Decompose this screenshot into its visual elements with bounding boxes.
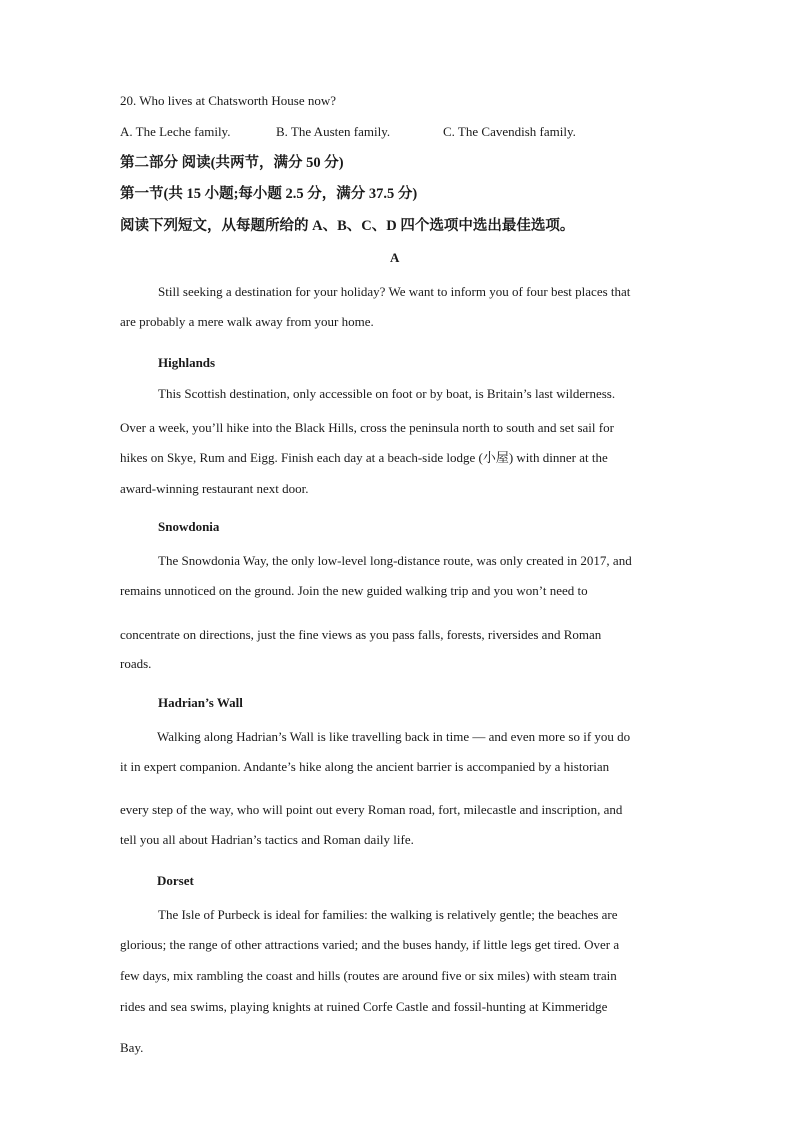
snowdonia-line-1: The Snowdonia Way, the only low-level long-distance route, was only created in 2017, and: [158, 553, 632, 568]
dorset-line-1: The Isle of Purbeck is ideal for families: the walking is relatively gentle; the beaches are: [158, 907, 618, 922]
dorset-line-2: glorious; the range of other attractions varied; and the buses handy, if little legs get tired. Over a: [120, 937, 620, 952]
option-c: C. The Cavendish family.: [443, 124, 576, 139]
intro-line-1: Still seeking a destination for your holiday? We want to inform you of four best places that: [158, 284, 631, 299]
section1-heading: 第一节(共 15 小题;每小题 2.5 分，满分 37.5 分): [120, 186, 418, 202]
hadrians-wall-line-2: it in expert companion. Andante’s hike along the ancient barrier is accompanied by a historian: [120, 759, 610, 774]
snowdonia-line-4: roads.: [120, 656, 152, 671]
hadrians-wall-line-4: tell you all about Hadrian’s tactics and Roman daily life.: [120, 832, 414, 847]
question-20-stem: 20. Who lives at Chatsworth House now?: [120, 93, 337, 108]
option-b: B. The Austen family.: [276, 124, 391, 139]
passage-letter: A: [390, 250, 400, 265]
snowdonia-line-2: remains unnoticed on the ground. Join the new guided walking trip and you won’t need to: [120, 583, 588, 598]
option-a: A. The Leche family.: [120, 124, 231, 139]
dorset-line-5: Bay.: [120, 1040, 144, 1055]
part2-heading: 第二部分 阅读(共两节，满分 50 分): [120, 155, 344, 171]
section-heading-dorset: Dorset: [157, 873, 194, 888]
section-heading-highlands: Highlands: [158, 355, 216, 370]
snowdonia-line-3: concentrate on directions, just the fine views as you pass falls, forests, riversides and Roman: [120, 627, 602, 642]
highlands-line-4: award-winning restaurant next door.: [120, 481, 309, 496]
section-heading-snowdonia: Snowdonia: [158, 519, 220, 534]
highlands-line-3: hikes on Skye, Rum and Eigg. Finish each day at a beach-side lodge (小屋) with dinner at the: [120, 450, 608, 465]
section-heading-hadrians-wall: Hadrian’s Wall: [158, 695, 243, 710]
highlands-line-1: This Scottish destination, only accessible on foot or by boat, is Britain’s last wilderness.: [158, 386, 616, 401]
hadrians-wall-line-3: every step of the way, who will point out every Roman road, fort, milecastle and inscription, and: [120, 802, 623, 817]
highlands-line-2: Over a week, you’ll hike into the Black Hills, cross the peninsula north to south and set sail for: [120, 420, 614, 435]
hadrians-wall-line-1: Walking along Hadrian’s Wall is like travelling back in time — and even more so if you do: [157, 729, 631, 744]
dorset-line-4: rides and sea swims, playing knights at ruined Corfe Castle and fossil-hunting at Kimmeridge: [120, 999, 608, 1014]
reading-instruction: 阅读下列短文，从每题所给的 A、B、C、D 四个选项中选出最佳选项。: [120, 218, 575, 234]
intro-line-2: are probably a mere walk away from your home.: [120, 314, 374, 329]
dorset-line-3: few days, mix rambling the coast and hills (routes are around five or six miles) with steam train: [120, 968, 617, 983]
